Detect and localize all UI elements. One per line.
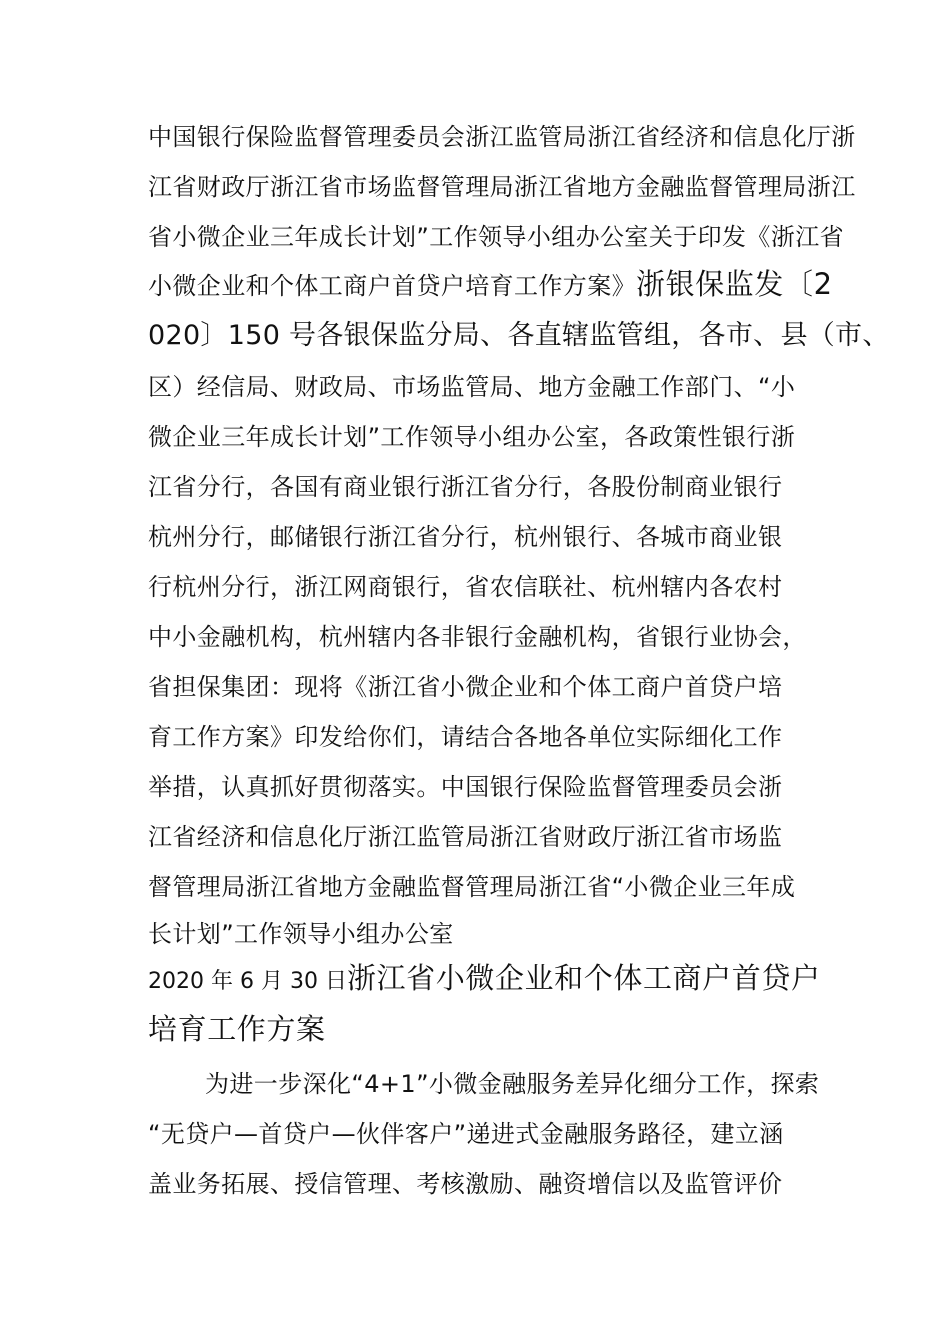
notice-line-14: 育工作方案》印发给你们，请结合各地各单位实际细化工作 — [148, 723, 783, 751]
plan-heading-line-1 — [148, 962, 821, 998]
notice-line-15: 举措，认真抓好贯彻落实。中国银行保险监督管理委员会浙 — [148, 773, 783, 801]
notice-line-17: 督管理局浙江省地方金融监督管理局浙江省“小微企业三年成 — [148, 873, 796, 901]
notice-line-3: 省小微企业三年成长计划”工作领导小组办公室关于印发《浙江省 — [148, 223, 845, 251]
notice-line-7: 区）经信局、财政局、市场监管局、地方金融工作部门、“小 — [148, 373, 796, 401]
body-line-2: “无贷户—首贷户—伙伴客户”递进式金融服务路径，建立涵 — [148, 1120, 784, 1148]
body-line-1: 为进一步深化“4+1”小微金融服务差异化细分工作，探索 — [205, 1070, 820, 1098]
notice-line-10: 杭州分行，邮储银行浙江省分行，杭州银行、各城市商业银 — [148, 523, 783, 551]
notice-line-4 — [148, 268, 833, 302]
plan-title-part2: 培育工作方案 — [148, 1012, 326, 1046]
notice-line-6: 020〕150 号各银保监分局、各直辖监管组，各市、县（市、 — [148, 320, 890, 351]
notice-line-8: 微企业三年成长计划”工作领导小组办公室，各政策性银行浙 — [148, 423, 796, 451]
notice-line-2: 江省财政厅浙江省市场监督管理局浙江省地方金融监督管理局浙江 — [148, 173, 856, 201]
notice-line-11: 行杭州分行，浙江网商银行，省农信联社、杭州辖内各农村 — [148, 573, 783, 601]
notice-line-1: 中国银行保险监督管理委员会浙江监管局浙江省经济和信息化厅浙 — [148, 123, 856, 151]
notice-line-18: 长计划”工作领导小组办公室 — [148, 920, 454, 948]
plan-title-part1: 浙江省小微企业和个体工商户首贷户 — [346, 961, 821, 995]
document-number-start: 浙银保监发〔2 — [636, 267, 833, 301]
notice-title-tail: 小微企业和个体工商户首贷户培育工作方案》 — [148, 272, 636, 300]
notice-line-16: 江省经济和信息化厅浙江监管局浙江省财政厅浙江省市场监 — [148, 823, 783, 851]
body-line-3: 盖业务拓展、授信管理、考核激励、融资增信以及监管评价 — [148, 1170, 783, 1198]
issue-date: 2020 年 6 月 30 日 — [148, 969, 347, 994]
notice-line-13: 省担保集团：现将《浙江省小微企业和个体工商户首贷户培 — [148, 673, 783, 701]
notice-line-9: 江省分行，各国有商业银行浙江省分行，各股份制商业银行 — [148, 473, 783, 501]
notice-line-12: 中小金融机构，杭州辖内各非银行金融机构，省银行业协会， — [148, 623, 807, 651]
